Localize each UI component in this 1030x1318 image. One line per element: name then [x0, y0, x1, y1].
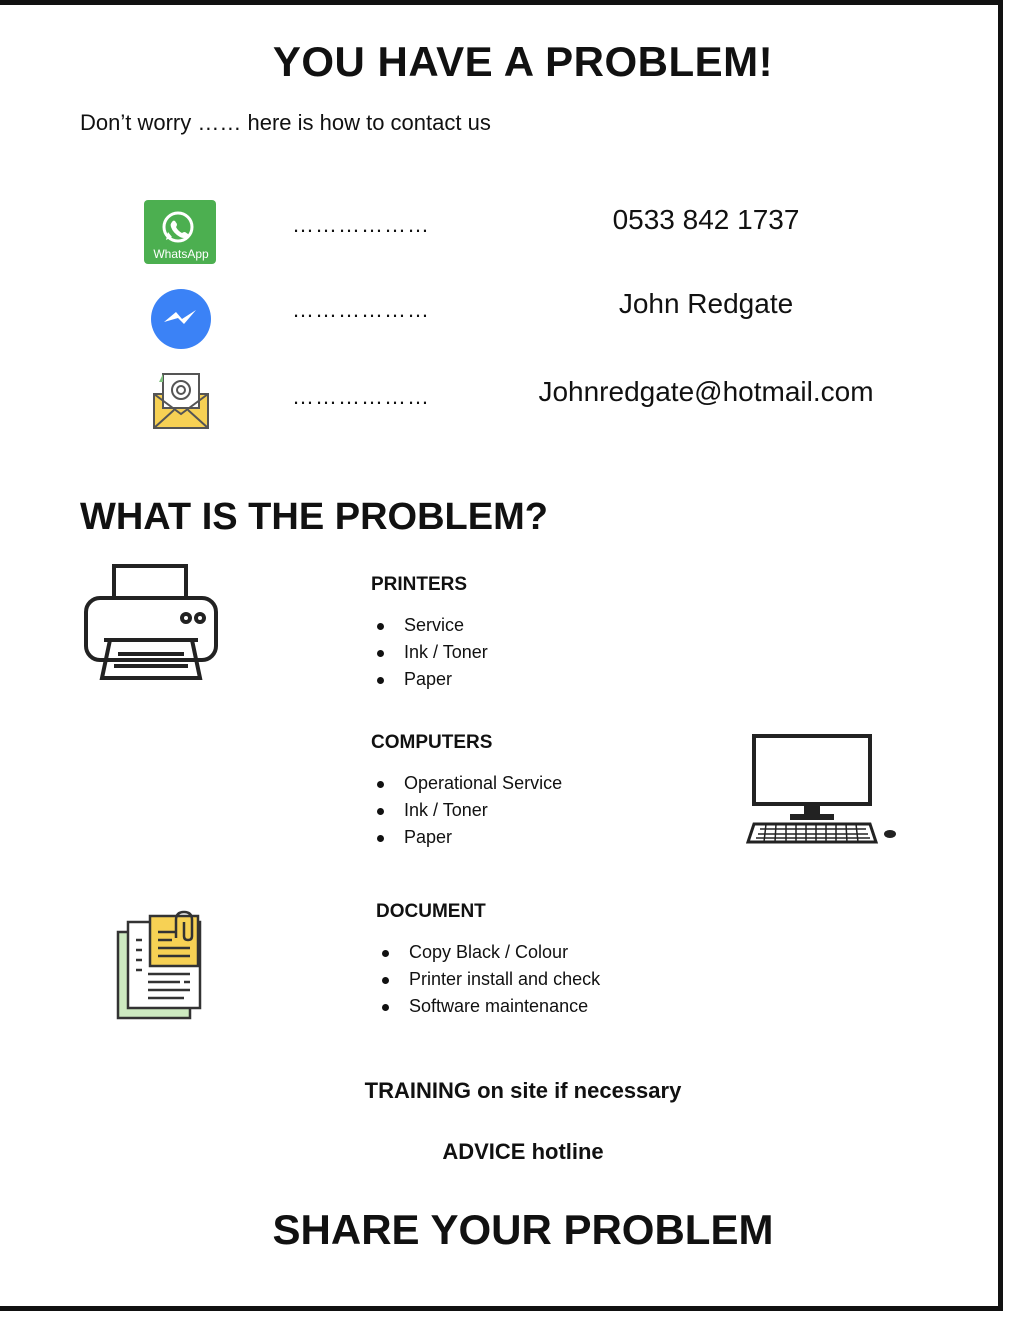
- intro-text: Don’t worry …… here is how to contact us: [80, 110, 491, 135]
- list-item: Service: [371, 612, 488, 639]
- list-item: Software maintenance: [376, 993, 600, 1020]
- list-item: Paper: [371, 824, 562, 851]
- list-item: Ink / Toner: [371, 797, 562, 824]
- document-icon: [114, 910, 202, 1022]
- computer-icon: [746, 732, 898, 846]
- contact-dots: ………………: [292, 212, 430, 237]
- contact-dots: ………………: [292, 297, 430, 322]
- list-item: Copy Black / Colour: [376, 939, 600, 966]
- page-title: YOU HAVE A PROBLEM!: [272, 38, 774, 85]
- section-title: WHAT IS THE PROBLEM?: [80, 496, 548, 538]
- list-item: Paper: [371, 666, 488, 693]
- training-line: TRAINING on site if necessary: [364, 1078, 682, 1103]
- whatsapp-label: WhatsApp: [153, 247, 209, 261]
- advice-line: ADVICE hotline: [442, 1139, 604, 1164]
- list-item: Ink / Toner: [371, 639, 488, 666]
- contact-dots: ………………: [292, 384, 430, 409]
- printers-list: [371, 612, 488, 693]
- messenger-icon[interactable]: [150, 288, 212, 350]
- list-item: Printer install and check: [376, 966, 600, 993]
- list-item: Operational Service: [371, 770, 562, 797]
- category-heading: COMPUTERS: [371, 732, 493, 753]
- computers-list: [371, 770, 562, 851]
- share-heading: SHARE YOUR PROBLEM: [272, 1206, 774, 1253]
- document-list: [376, 939, 600, 1020]
- email-icon[interactable]: [152, 372, 210, 430]
- printer-icon: [82, 562, 220, 684]
- contact-name[interactable]: John Redgate: [618, 288, 794, 319]
- category-heading: DOCUMENT: [376, 901, 486, 922]
- contact-email[interactable]: Johnredgate@hotmail.com: [538, 376, 874, 407]
- contact-phone[interactable]: 0533 842 1737: [612, 204, 800, 235]
- category-heading: PRINTERS: [371, 574, 468, 595]
